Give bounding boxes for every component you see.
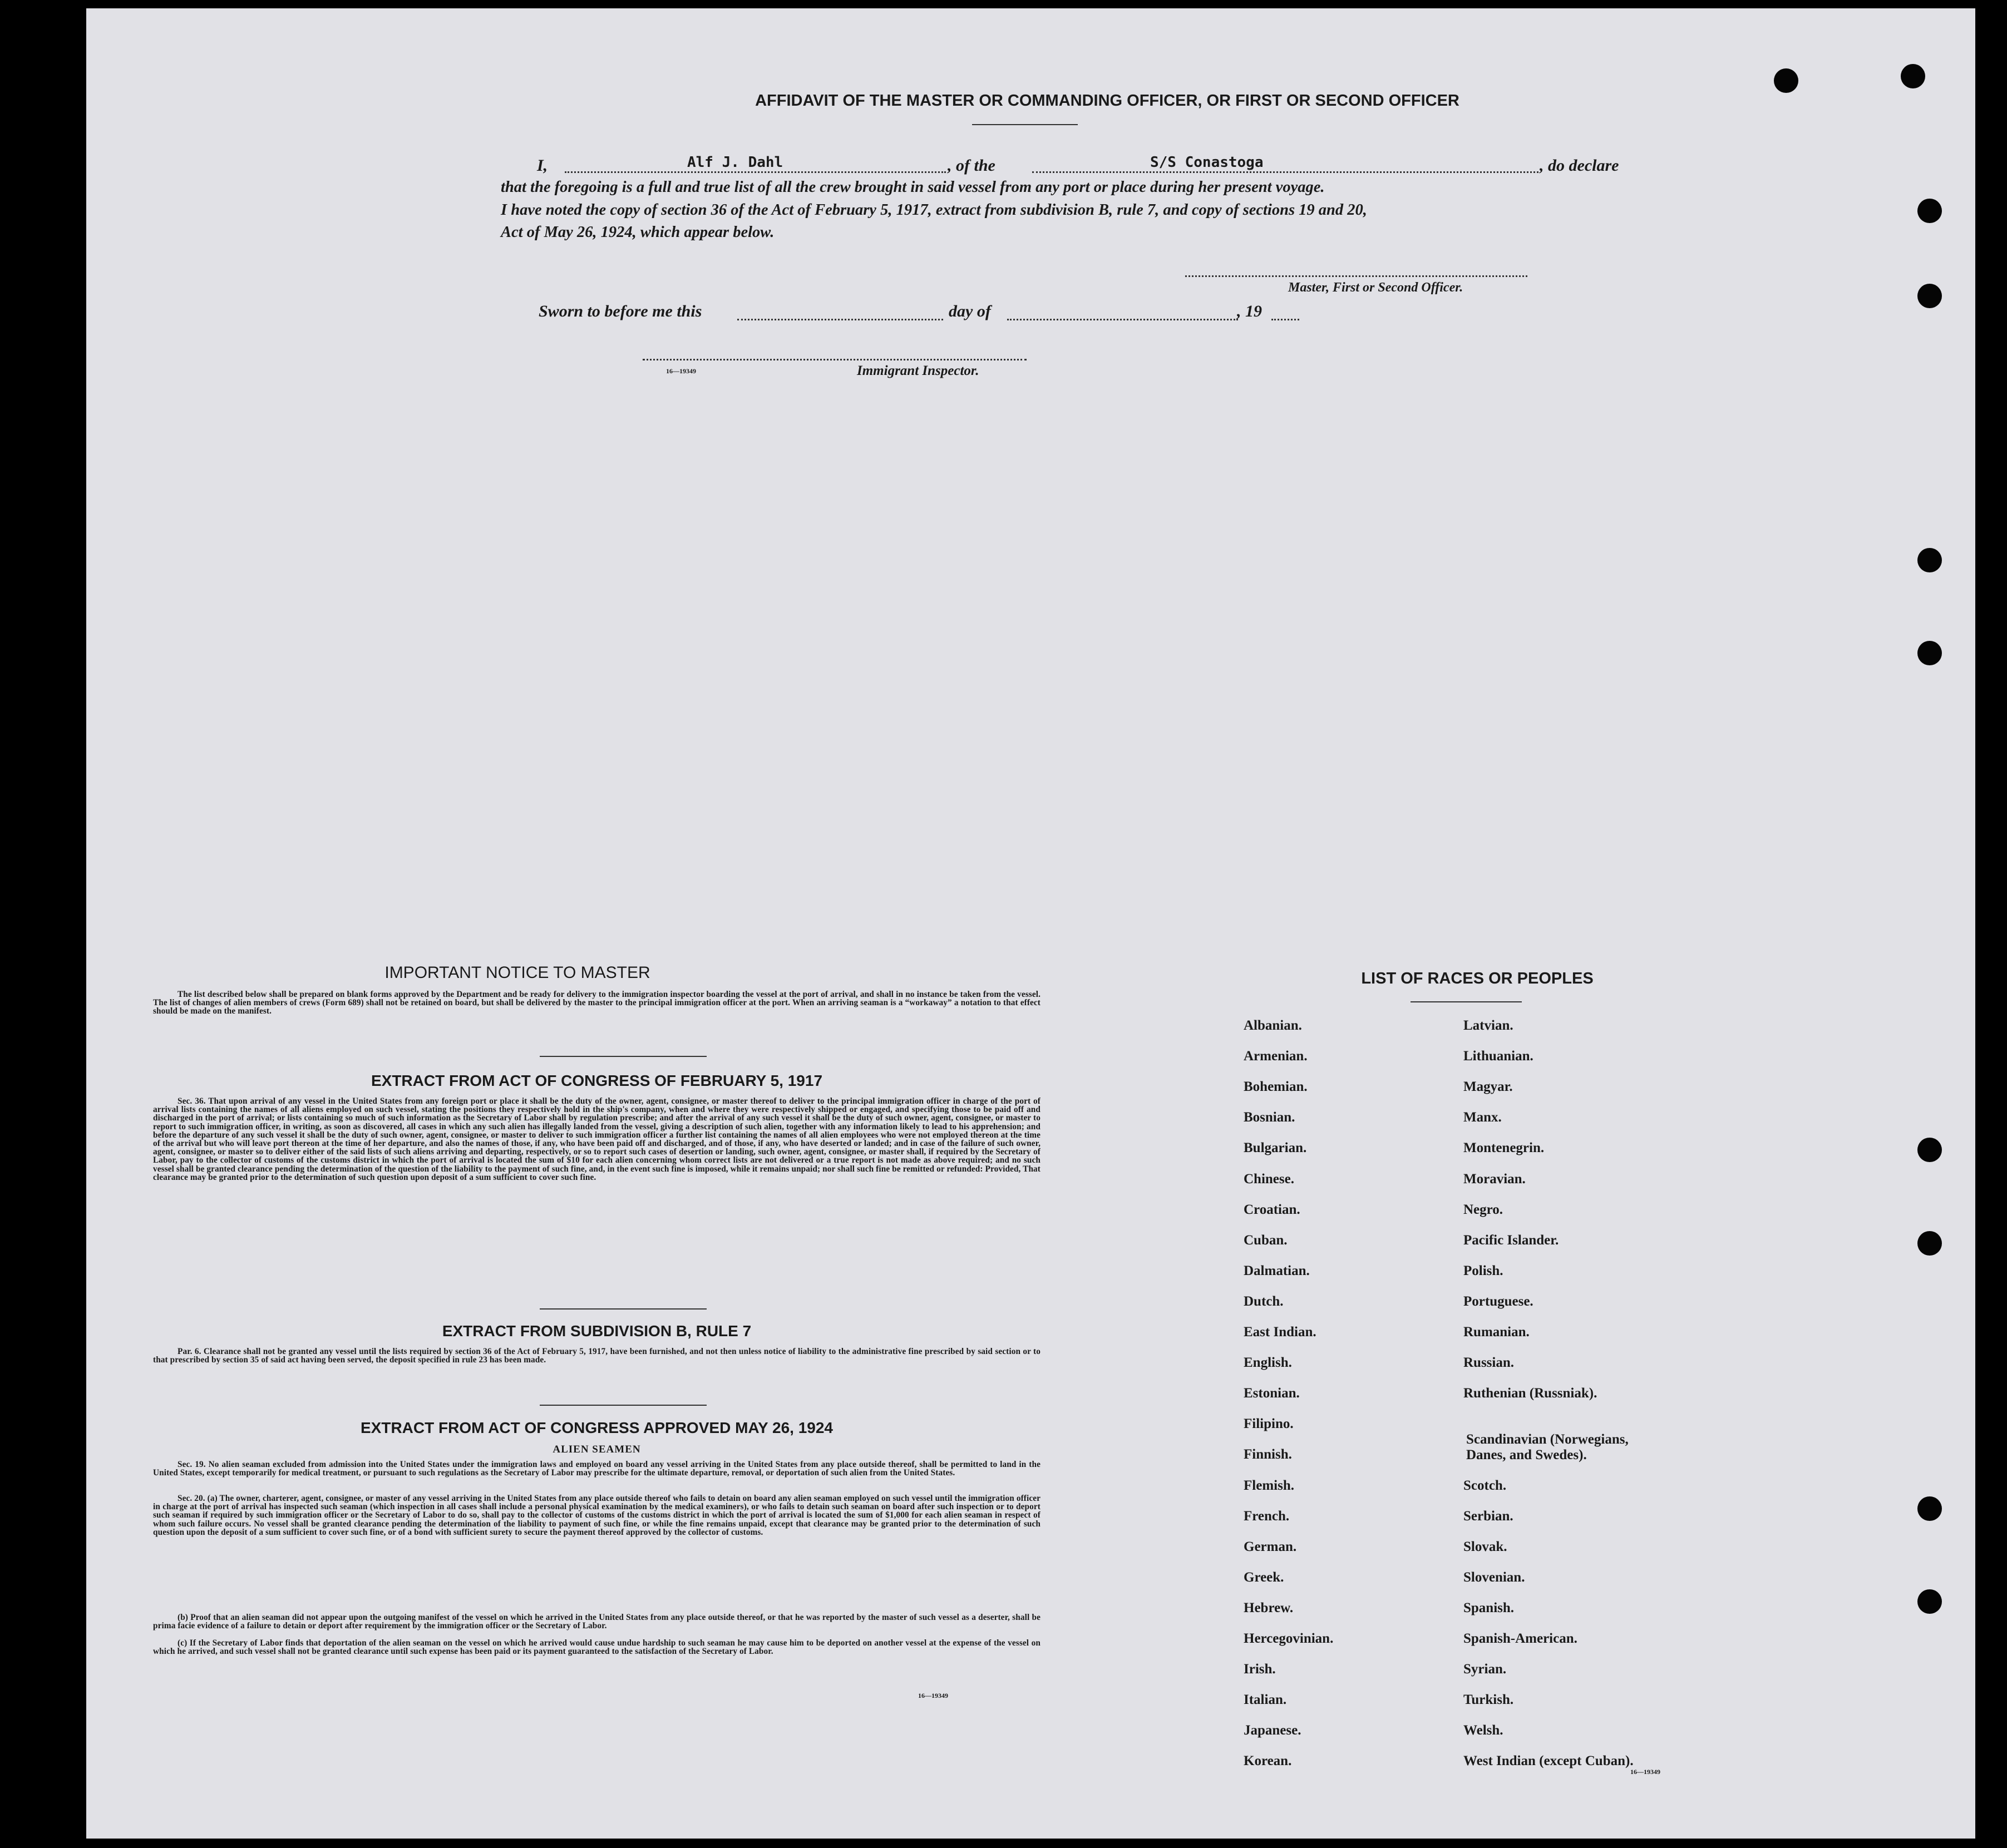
race-item: Finnish. [1244,1447,1292,1462]
race-item: Bohemian. [1244,1079,1308,1095]
divider-3 [540,1405,707,1406]
punch-hole [1917,1138,1942,1162]
race-item: Rumanian. [1463,1325,1530,1340]
rule7-heading: EXTRACT FROM SUBDIVISION B, RULE 7 [442,1322,752,1340]
name-line [565,171,946,173]
race-item: Hebrew. [1244,1600,1294,1615]
punch-hole [1917,199,1942,223]
sec20a-text: Sec. 20. (a) The owner, charterer, agent, consignee, or master of any vessel arriving in the United States from any place outside thereof who fails to detain on board any alien seaman employed on such vessel until the immigration officer in charge at the port of arrival has inspected such seaman (which inspection in all cases shall include a personal physical examination by the medical examiners), or who fails to detain such seaman on board after such inspection or to deport such seaman if required by such immigration officer or the Secretary of Labor to do so, shall pay to the collector of customs of the customs district in which the port of arrival is located the sum of $1,000 for each alien seaman in respect of whom such failure occurs. No vessel shall be granted clearance pending the determination of the liability to payment of such fine, or while the fine remains unpaid, except that clearance may be granted prior to the determination of such question upon the deposit of a sum sufficient to cover such fine, or of a bond with sufficient surety to secure the payment thereof approved by the collector of customs. [153,1494,1041,1537]
sec19-text: Sec. 19. No alien seaman excluded from admission into the United States under the immigration laws and employed on board any vessel arriving in the United States from any place outside thereof, shall be permitted to land in the United States, except temporarily for medical treatment, or pursuant to such regulations as the Secretary of Labor may prescribe for the ultimate departure, removal, or deportation of such alien from the United States. [153,1460,1041,1478]
affidavit-i-label: I, [537,156,548,175]
affidavit-line-3: I have noted the copy of section 36 of the Act of February 5, 1917, extract from subdivision B, rule 7, and copy of sections 19 and 20, [501,201,1367,219]
races-heading: LIST OF RACES OR PEOPLES [1361,970,1594,987]
race-item: German. [1244,1539,1297,1554]
race-item: Irish. [1244,1662,1276,1677]
notice-heading: IMPORTANT NOTICE TO MASTER [384,963,650,982]
race-item: Spanish-American. [1463,1631,1577,1646]
affidavit-line-4: Act of May 26, 1924, which appear below. [501,224,775,241]
race-item: Slovak. [1463,1539,1507,1554]
race-item: Slovenian. [1463,1569,1525,1585]
race-item: Scandinavian (Norwegians, Danes, and Swedes). [1466,1432,1629,1463]
form-code-top: 16—19349 [666,367,696,375]
vessel-name-value: S/S Conastoga [1150,154,1264,171]
sworn-month-line [1007,319,1238,320]
sec20c-text: (c) If the Secretary of Labor finds that deportation of the alien seaman on the vessel on which he arrived would cause undue hardship to such seaman he may cause him to be deported on another vessel at the expense of the vessel on which he arrived, and such vessel shall not be granted clearance until such expense has been paid or its payment guaranteed to the satisfaction of the Secretary of Labor. [153,1638,1041,1657]
day-of-label: day of [949,302,991,320]
race-item: French. [1244,1508,1290,1524]
punch-hole [1917,1589,1942,1614]
punch-hole [1901,64,1925,88]
race-item: Dutch. [1244,1293,1284,1309]
rule7-text: Par. 6. Clearance shall not be granted any vessel until the lists required by section 36 of the Act of February 5, 1917, have been furnished, and not then unless notice of liability to the administrative fine prescribed by said section or to that prescribed by section 35 of said act having been served, the deposit specified in rule 23 has been made. [153,1347,1041,1365]
race-item: Bosnian. [1244,1110,1295,1125]
notice-text: The list described below shall be prepared on blank forms approved by the Department and be ready for delivery to the immigration inspector boarding the vessel at the port of arrival, and shall in no instance be taken from the vessel. The list of changes of alien members of crews (Form 689) shall not be retained on board, but shall be delivered by the master to the principal immigration officer at the port. When an arriving seaman is a “workaway” a notation to that effect should be made on the manifest. [153,990,1041,1016]
race-item: Negro. [1463,1202,1503,1217]
punch-hole [1917,1231,1942,1256]
divider-1 [540,1056,707,1057]
inspector-signature-line [643,359,1027,360]
race-item: Armenian. [1244,1049,1308,1064]
race-item: Latvian. [1463,1018,1513,1033]
race-item: Welsh. [1463,1723,1503,1738]
punch-hole [1917,1496,1942,1521]
sec20b-text: (b) Proof that an alien seaman did not appear upon the outgoing manifest of the vessel on which he arrived in the United States from any place outside thereof, or that he was reported by the master of such vessel as a deserter, shall be prima facie evidence of a failure to detain or deport after requirement by the immigration officer or the Secretary of Labor. [153,1613,1041,1631]
race-item: Polish. [1463,1263,1503,1278]
race-item: Estonian. [1244,1386,1300,1401]
of-the-label: , of the [948,156,995,175]
race-item: Flemish. [1244,1478,1294,1493]
race-item: Bulgarian. [1244,1140,1307,1156]
race-item: Hercegovinian. [1244,1631,1334,1646]
race-item: Portuguese. [1463,1293,1533,1309]
master-signature-line [1185,275,1527,277]
punch-hole [1917,284,1942,308]
vessel-line [1032,171,1538,173]
race-item: Korean. [1244,1753,1292,1769]
inspector-caption: Immigrant Inspector. [857,363,979,378]
race-item: Montenegrin. [1463,1140,1545,1156]
race-item: Cuban. [1244,1232,1288,1248]
race-item: Spanish. [1463,1600,1515,1615]
document-page [86,8,1975,1839]
race-item: Dalmatian. [1244,1263,1310,1278]
race-item: English. [1244,1355,1292,1371]
race-item: Magyar. [1463,1079,1513,1095]
divider-2 [540,1308,707,1310]
form-code-left: 16—19349 [918,1692,948,1699]
race-item: Syrian. [1463,1662,1507,1677]
race-item: Moravian. [1463,1171,1526,1187]
punch-hole [1917,548,1942,572]
races-rule [1411,1001,1522,1002]
race-item: Italian. [1244,1692,1287,1708]
do-declare-label: , do declare [1540,156,1619,175]
master-caption: Master, First or Second Officer. [1288,280,1463,295]
race-item: Manx. [1463,1110,1502,1125]
sworn-label: Sworn to before me this [539,302,702,320]
race-item: East Indian. [1244,1325,1316,1340]
punch-hole [1774,68,1798,93]
race-item: Scotch. [1463,1478,1507,1493]
sworn-day-line [737,319,943,320]
form-code-right: 16—19349 [1630,1768,1660,1776]
extract-1917-text: Sec. 36. That upon arrival of any vessel in the United States from any foreign port or place it shall be the duty of the owner, agent, consignee, or master thereof to deliver to the principal immigration officer in charge of the port of arrival lists containing the names of all aliens employed on such vessel, stating the positions they respectively hold in the ship's company, when and where they were respectively shipped or engaged, and specifying those to be paid off and discharged in the port of arrival; or lists containing so much of such information as the Secretary of Labor shall by regulation prescribe; and after the arrival of any such vessel it shall be the duty of such owner, agent, consignee, or master to report to such immigration officer, in writing, as soon as discovered, all cases in which any such alien has illegally landed from the vessel, giving a description of such alien, together with any information likely to lead to his apprehension; and before the departure of any such vessel it shall be the duty of such owner, agent, consignee, or master to deliver to such immigration officer a further list containing the names of all alien employees who were not employed thereon at the time of the arrival but who will leave port thereon at the time of her departure, and also the names of those, if any, who have been paid off and discharged, and of those, if any, who have deserted or landed; and in case of the failure of such owner, agent, consignee, or master so to deliver either of the said lists of such aliens arriving and departing, respectively, or so to report such cases of desertion or landing, such owner, agent, consignee, or master shall, if required by the Secretary of Labor, pay to the collector of customs of the customs district in which the port of arrival is located the sum of $10 for each alien concerning whom correct lists are not delivered or a true report is not made as above required; and no such vessel shall be granted clearance pending the determination of the question of the liability to the payment of such fine, and, in the event such fine is imposed, while it remains unpaid; nor shall such fine be remitted or refunded: Provided, That clearance may be granted prior to the determination of such question upon deposit of a sum sufficient to cover such fine. [153,1096,1041,1182]
affidavit-line-2: that the foregoing is a full and true list of all the crew brought in said vessel from any port or place during her present voyage. [501,179,1325,196]
affidavit-title: AFFIDAVIT OF THE MASTER OR COMMANDING OFFICER, OR FIRST OR SECOND OFFICER [755,92,1459,110]
year-prefix: , 19 [1237,302,1262,320]
race-item: Japanese. [1244,1723,1301,1738]
extract-1924-heading: EXTRACT FROM ACT OF CONGRESS APPROVED MAY 26, 1924 [361,1419,833,1436]
year-line [1271,319,1299,320]
race-item: Filipino. [1244,1416,1294,1432]
alien-seamen-subheading: ALIEN SEAMEN [553,1444,641,1455]
race-item: Chinese. [1244,1171,1294,1187]
race-item: Russian. [1463,1355,1515,1371]
punch-hole [1917,641,1942,665]
title-rule [972,124,1078,125]
race-item: West Indian (except Cuban). [1463,1753,1634,1769]
race-item: Pacific Islander. [1463,1232,1559,1248]
extract-1917-heading: EXTRACT FROM ACT OF CONGRESS OF FEBRUARY 5, 1917 [371,1072,823,1089]
race-item: Greek. [1244,1569,1284,1585]
race-item: Albanian. [1244,1018,1302,1033]
master-name-value: Alf J. Dahl [687,154,783,171]
race-item: Croatian. [1244,1202,1300,1217]
race-item: Ruthenian (Russniak). [1463,1386,1597,1401]
race-item: Lithuanian. [1463,1049,1533,1064]
race-item: Turkish. [1463,1692,1514,1708]
race-item: Serbian. [1463,1508,1513,1524]
